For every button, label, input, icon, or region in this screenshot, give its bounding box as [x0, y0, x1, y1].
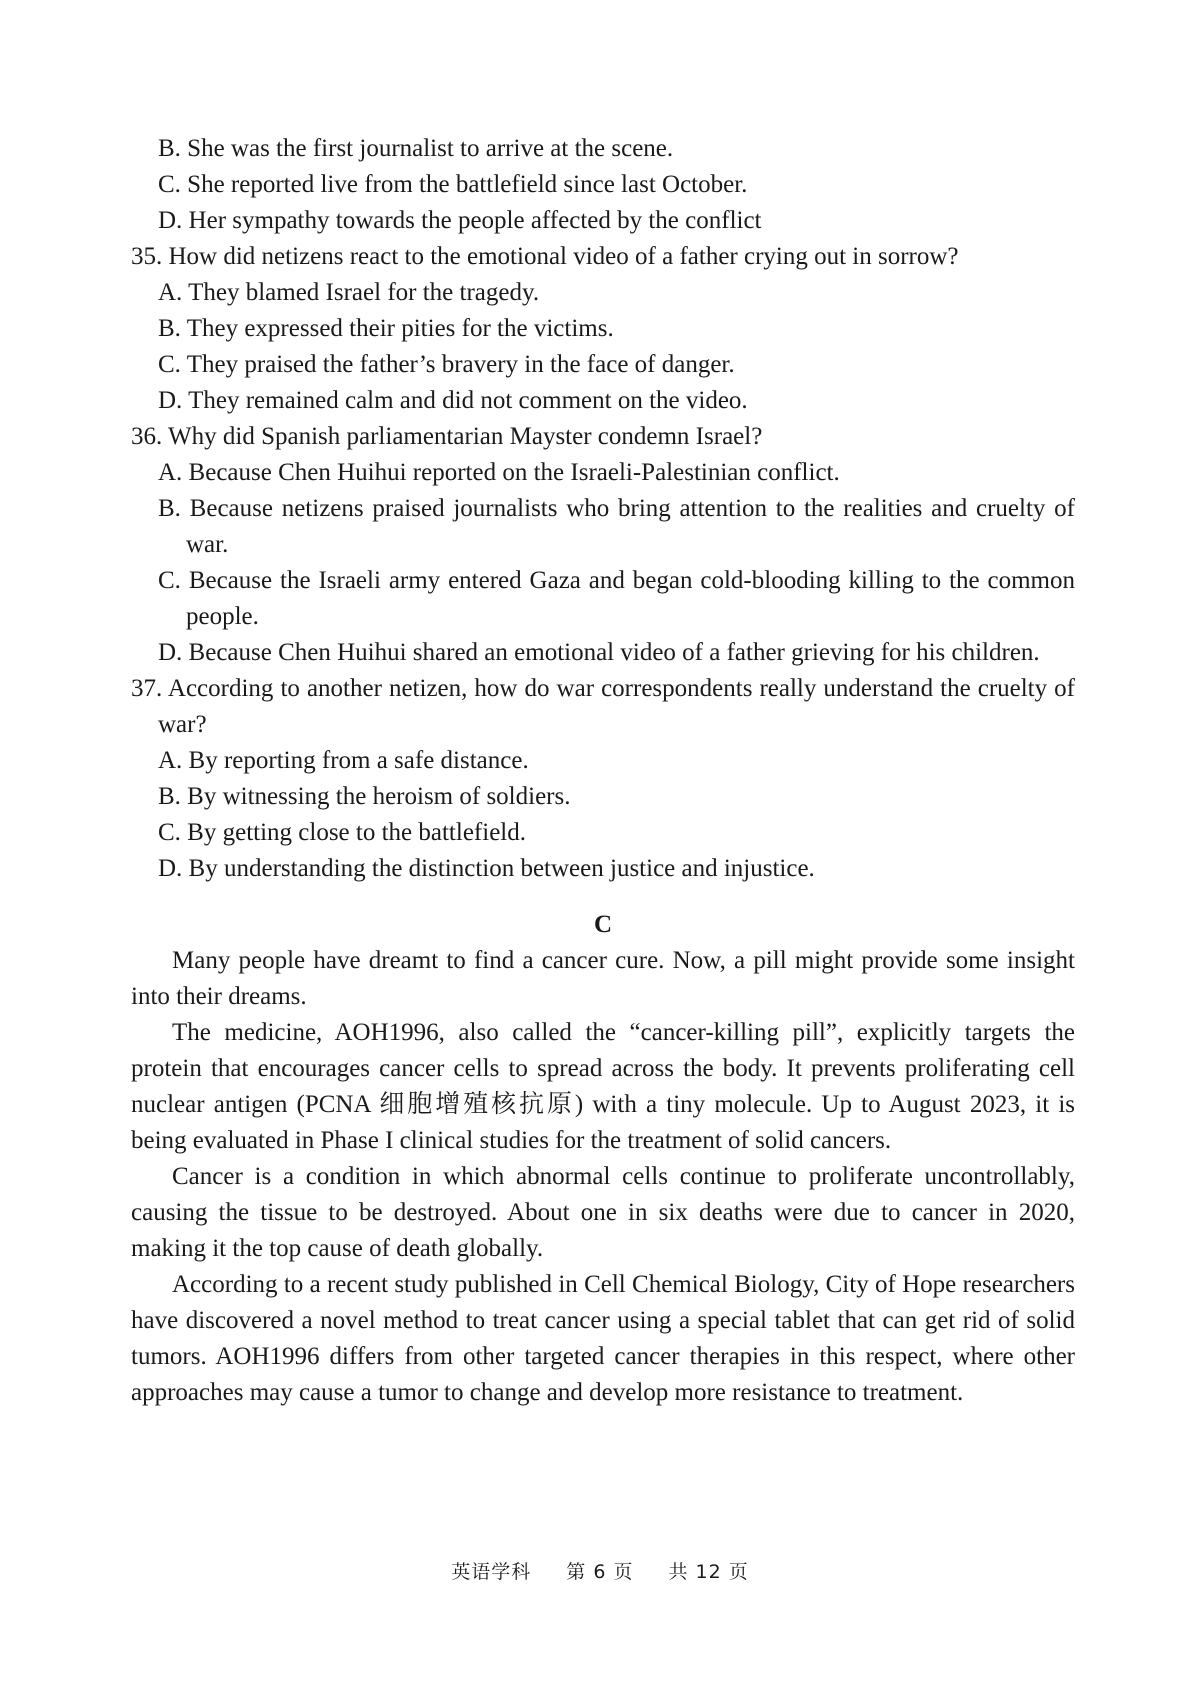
- footer-subject: 英语学科: [451, 1561, 532, 1583]
- q36-option-a: A. Because Chen Huihui reported on the Israeli-Palestinian conflict.: [158, 459, 840, 486]
- q35-option-c: C. They praised the father’s bravery in the face of danger.: [158, 351, 735, 378]
- section-c-heading: C: [593, 911, 613, 938]
- q35-option-b: B. They expressed their pities for the victims.: [158, 315, 614, 342]
- passage-paragraph: According to a recent study published in Cell Chemical Biology, City of Hope researchers have discovered a novel method to treat cancer using a special tablet that can get rid of solid tumors. AOH1996 differs from other targeted cancer therapies in this respect, where other approaches may cause a tumor to change and develop more resistance to treatment.: [131, 1271, 1075, 1406]
- footer-page-number: 第 6 页: [566, 1561, 634, 1583]
- footer-total-pages: 共 12 页: [668, 1561, 749, 1583]
- question-35: [131, 239, 1075, 419]
- q36-option-d: D. Because Chen Huihui shared an emotional video of a father grieving for his children.: [158, 639, 1040, 666]
- question-36: [131, 419, 1075, 671]
- q37-option-d: D. By understanding the distinction between justice and injustice.: [158, 855, 815, 882]
- q35-option-a: A. They blamed Israel for the tragedy.: [158, 279, 540, 306]
- q36-option-c: C. Because the Israeli army entered Gaza and began cold-blooding killing to the common people.: [158, 567, 1075, 630]
- q37-stem: 37. According to another netizen, how do war correspondents really understand the cruelty of war?: [131, 675, 1075, 738]
- page-footer: [0, 1557, 1200, 1584]
- q34-option-c: C. She reported live from the battlefield since last October.: [158, 171, 748, 198]
- q37-option-a: A. By reporting from a safe distance.: [158, 747, 529, 774]
- q34-option-d: D. Her sympathy towards the people affected by the conflict: [158, 207, 762, 234]
- q37-option-b: B. By witnessing the heroism of soldiers.: [158, 783, 571, 810]
- q36-stem: 36. Why did Spanish parliamentarian Mayster condemn Israel?: [131, 423, 763, 450]
- q35-stem: 35. How did netizens react to the emotional video of a father crying out in sorrow?: [131, 243, 959, 270]
- q35-option-d: D. They remained calm and did not comment on the video.: [158, 387, 748, 414]
- q34-option-b: B. She was the first journalist to arrive at the scene.: [158, 135, 674, 162]
- passage-paragraph: Cancer is a condition in which abnormal cells continue to proliferate uncontrollably, causing the tissue to be destroyed. About one in six deaths were due to cancer in 2020, making it the top cause of death globally.: [131, 1163, 1075, 1262]
- question-37: [131, 671, 1075, 887]
- passage-paragraph: Many people have dreamt to find a cancer cure. Now, a pill might provide some insight into their dreams.: [131, 947, 1075, 1010]
- q36-option-b: B. Because netizens praised journalists who bring attention to the realities and cruelty of war.: [158, 495, 1075, 558]
- passage-paragraph: The medicine, AOH1996, also called the “cancer-killing pill”, explicitly targets the protein that encourages cancer cells to spread across the body. It prevents proliferating cell nuclear antigen (PCNA 细胞增殖核抗原) with a tiny molecule. Up to August 2023, it is being evaluated in Phase I clinical studies for the treatment of solid cancers.: [131, 1019, 1075, 1154]
- q37-option-c: C. By getting close to the battlefield.: [158, 819, 526, 846]
- exam-page-body: [131, 131, 1075, 1411]
- section-c-passage: [131, 943, 1075, 1411]
- question-34-options: [131, 131, 1075, 239]
